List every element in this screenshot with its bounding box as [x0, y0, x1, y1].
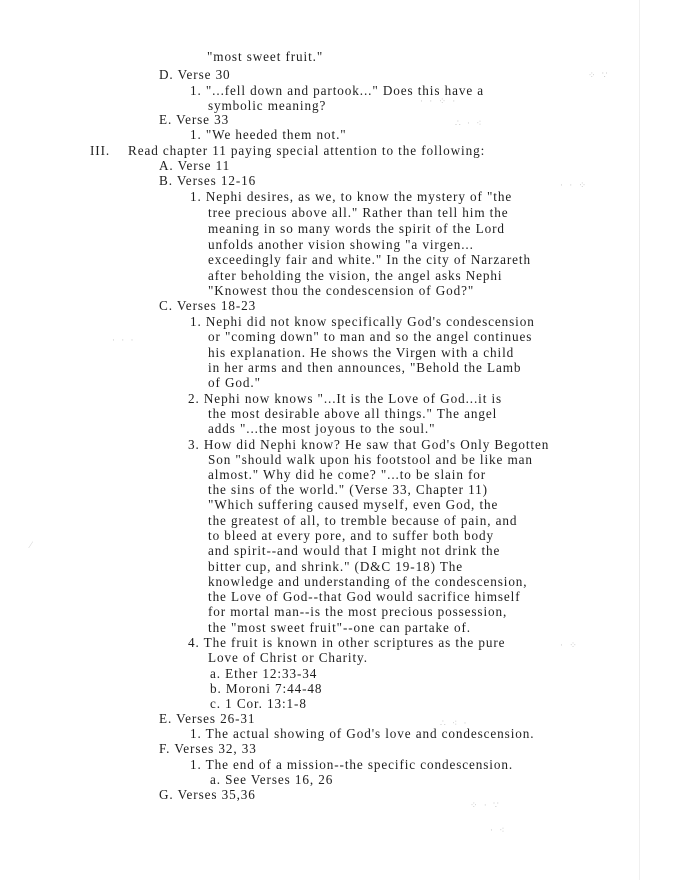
- scan-speck: ∴ · ⁖: [455, 118, 484, 128]
- scan-speck: · ⁖: [490, 825, 507, 835]
- text-line: tree precious above all." Rather than tell him the: [208, 205, 509, 220]
- text-line: "most sweet fruit.": [207, 49, 324, 64]
- text-line: meaning in so many words the spirit of the Lord: [208, 221, 505, 236]
- outline-subitem: 1. The end of a mission--the specific condescension.: [190, 757, 514, 772]
- outline-item-d: D. Verse 30: [159, 67, 231, 82]
- text-line: to bleed at every pore, and to suffer both body: [208, 528, 494, 543]
- scan-speck: · · ·: [112, 335, 136, 345]
- text-line: his explanation. He shows the Virgen with a child: [208, 345, 515, 360]
- text-line: the most desirable above all things." The angel: [208, 406, 498, 421]
- outline-reference: a. See Verses 16, 26: [210, 772, 334, 787]
- outline-subitem: 1. "...fell down and partook..." Does this have a: [190, 83, 485, 98]
- outline-item-e: E. Verse 33: [159, 112, 230, 127]
- page-edge-shadow: [639, 0, 640, 880]
- text-line: the Love of God--that God would sacrifice himself: [208, 589, 521, 604]
- text-line: for mortal man--is the most precious possession,: [208, 604, 508, 619]
- outline-item-g: G. Verses 35,36: [159, 787, 256, 802]
- scan-speck: ⁄: [30, 540, 34, 550]
- outline-subitem: 1. "We heeded them not.": [190, 127, 347, 142]
- scan-speck: · ⁘: [560, 640, 579, 650]
- text-line: almost." Why did he come? "...to be slain for: [208, 467, 487, 482]
- text-line: of God.": [208, 375, 261, 390]
- outline-item-a: A. Verse 11: [159, 158, 231, 173]
- outline-subitem: 4. The fruit is known in other scriptures as the pure: [188, 635, 506, 650]
- outline-section-heading: Read chapter 11 paying special attention to the following:: [128, 143, 486, 158]
- text-line: or "coming down" to man and so the angel continues: [208, 329, 533, 344]
- outline-reference: c. 1 Cor. 13:1-8: [210, 696, 307, 711]
- scan-speck: · · ⁘: [560, 180, 589, 190]
- text-line: the sins of the world." (Verse 33, Chapter 11): [208, 482, 488, 497]
- text-line: adds "...the most joyous to the soul.": [208, 421, 436, 436]
- text-line: the "most sweet fruit"--one can partake of.: [208, 620, 471, 635]
- text-line: exceedingly fair and white." In the city of Narzareth: [208, 252, 531, 267]
- outline-subitem: 3. How did Nephi know? He saw that God's Only Begotten: [188, 437, 550, 452]
- outline-subitem: 1. Nephi did not know specifically God's condescension: [190, 314, 535, 329]
- outline-subitem: 1. Nephi desires, as we, to know the mystery of "the: [190, 189, 513, 204]
- text-line: Son "should walk upon his footstool and be like man: [208, 452, 533, 467]
- text-line: after beholding the vision, the angel asks Nephi: [208, 268, 503, 283]
- text-line: Love of Christ or Charity.: [208, 650, 368, 665]
- text-line: knowledge and understanding of the condescension,: [208, 574, 528, 589]
- text-line: in her arms and then announces, "Behold the Lamb: [208, 360, 522, 375]
- text-line: symbolic meaning?: [208, 98, 327, 113]
- outline-item-c: C. Verses 18-23: [159, 298, 257, 313]
- outline-item-b: B. Verses 12-16: [159, 173, 257, 188]
- scan-speck: ⁘ · ∵: [470, 800, 501, 810]
- scan-speck: ∴ ⁖ ·: [440, 718, 469, 728]
- outline-item-f: F. Verses 32, 33: [159, 741, 257, 756]
- outline-subitem: 2. Nephi now knows "...It is the Love of God...it is: [188, 391, 503, 406]
- outline-reference: a. Ether 12:33-34: [210, 666, 318, 681]
- text-line: "Which suffering caused myself, even God, the: [208, 497, 499, 512]
- outline-reference: b. Moroni 7:44-48: [210, 681, 323, 696]
- text-line: the greatest of all, to tremble because of pain, and: [208, 513, 518, 528]
- text-line: and spirit--and would that I might not drink the: [208, 543, 501, 558]
- text-line: unfolds another vision showing "a virgen...: [208, 237, 474, 252]
- text-line: bitter cup, and shrink." (D&C 19-18) The: [208, 559, 464, 574]
- outline-section-number: III.: [90, 143, 111, 158]
- text-line: "Knowest thou the condescension of God?": [208, 283, 475, 298]
- outline-item-e-second: E. Verses 26-31: [159, 711, 256, 726]
- scan-speck: · · ⁘ ·: [420, 96, 458, 106]
- outline-subitem: 1. The actual showing of God's love and condescension.: [190, 726, 535, 741]
- scan-speck: ⁘ ∵: [588, 70, 610, 80]
